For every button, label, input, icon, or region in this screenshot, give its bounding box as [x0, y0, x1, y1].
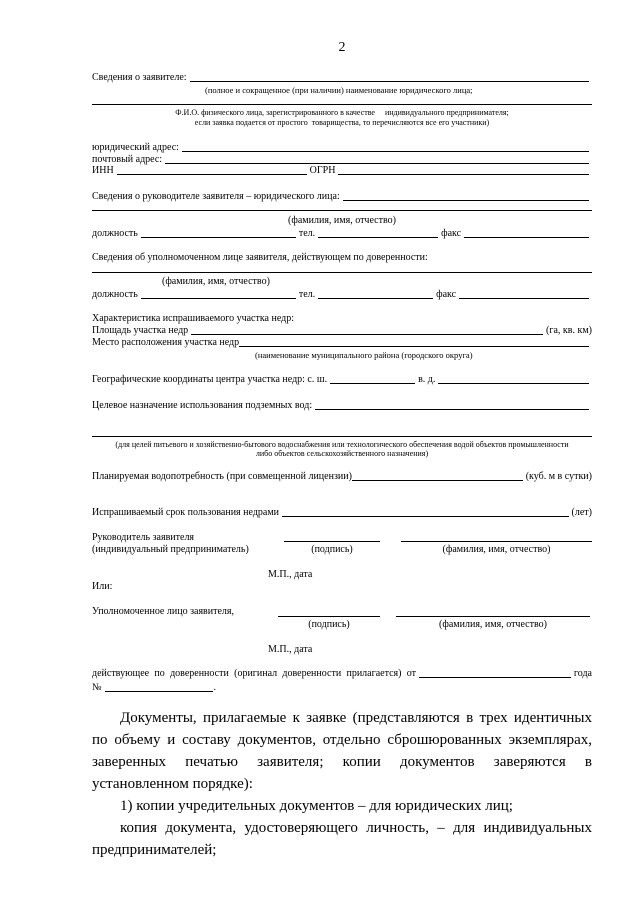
area-label: Площадь участка недр: [92, 325, 189, 336]
site-heading: Характеристика испрашиваемого участка недр:: [92, 313, 295, 324]
attachments-item-2-line: копия документа, удостоверяющего личность, – для индивидуальных: [120, 820, 592, 836]
inn-label: ИНН: [92, 165, 114, 176]
location-label: Место расположения участка недр: [92, 337, 240, 348]
term-row: [92, 507, 592, 519]
head-blank: [343, 191, 589, 201]
purpose-row: [92, 400, 592, 412]
proxy-position-blank: [141, 289, 296, 299]
proxy-fullname-line: [396, 616, 590, 617]
proxy-phone-blank: [318, 289, 433, 299]
power-of-attorney-number-end: .: [213, 682, 217, 693]
applicant-hint-3: если заявка подается от простого товарищества, то перечисляются все его участники): [194, 118, 490, 127]
purpose-blank: [315, 400, 589, 410]
head-contacts-row: [92, 228, 592, 240]
area-row: [92, 325, 592, 337]
location-row: [92, 337, 592, 349]
inn-ogrn-row: [92, 165, 592, 177]
head-blank-line: [92, 210, 592, 211]
purpose-hint-2: либо объектов сельскохозяйственного назначения): [255, 449, 429, 458]
power-of-attorney-row: [92, 668, 592, 680]
purpose-hint-1: (для целей питьевого и хозяйственно-бытового водоснабжения или технологического обеспечения водой объектов промышленности: [115, 440, 569, 449]
head-row: [92, 191, 592, 203]
proxy-contacts-row: [92, 289, 592, 301]
head-name-hint: (фамилия, имя, отчество): [288, 215, 396, 226]
head-fax-label: факс: [441, 228, 462, 239]
area-blank: [191, 325, 543, 335]
longitude-blank: [438, 374, 589, 384]
head-stamp-date: М.П., дата: [268, 569, 313, 580]
proxy-phone-label: тел.: [298, 289, 316, 300]
attachments-intro-line: по объему и составу документов, отдельно сброшюрованных экземплярах,: [92, 732, 592, 748]
applicant-hint-1: (полное и сокращенное (при наличии) наименование юридического лица;: [205, 85, 473, 95]
power-of-attorney-date-blank: [419, 668, 571, 678]
applicant-hint-2: Ф.И.О. физического лица, зарегистрированного в качестве индивидуального предпринимателя;: [175, 108, 509, 117]
head-signature-title: Руководитель заявителя: [92, 532, 195, 543]
head-position-label: должность: [92, 228, 138, 239]
proxy-fax-label: факс: [436, 289, 457, 300]
power-of-attorney-year-label: года: [573, 668, 592, 679]
term-label: Испрашиваемый срок пользования недрами: [92, 507, 280, 518]
term-unit: (лет): [571, 507, 592, 518]
or-label: Или:: [92, 581, 113, 592]
proxy-row: [92, 252, 592, 264]
proxy-signature-title: Уполномоченное лицо заявителя,: [92, 606, 235, 617]
page-number: 2: [338, 40, 346, 55]
power-of-attorney-number-row: [92, 682, 592, 694]
proxy-blank-line: [92, 272, 592, 273]
proxy-signature-hint: (подпись): [308, 619, 350, 630]
water-need-label: Планируемая водопотребность (при совмещенной лицензии): [92, 471, 352, 482]
postal-address-blank: [165, 154, 589, 164]
location-blank: [239, 337, 589, 347]
attachments-intro-line: заверенных печатью заявителя; копии документов заверяются в: [92, 754, 592, 770]
coordinates-label: Географические координаты центра участка недр: с. ш.: [92, 374, 328, 385]
head-position-blank: [141, 228, 296, 238]
proxy-signature-line: [278, 616, 380, 617]
latitude-blank: [330, 374, 415, 384]
power-of-attorney-text: действующее по доверенности (оригинал доверенности прилагается) от: [92, 668, 416, 679]
inn-blank: [117, 165, 307, 175]
proxy-name-hint: (фамилия, имя, отчество): [162, 276, 270, 287]
attachments-section: [92, 707, 592, 861]
applicant-row: [92, 72, 592, 84]
power-of-attorney-number-label: №: [92, 682, 102, 693]
water-need-row: [92, 471, 592, 483]
head-signature-hint: (подпись): [311, 544, 353, 555]
ogrn-blank: [338, 165, 589, 175]
attachments-intro-line: установленном порядке):: [92, 776, 253, 792]
head-fullname-hint: (фамилия, имя, отчество): [442, 544, 551, 555]
proxy-position-label: должность: [92, 289, 138, 300]
purpose-label: Целевое назначение использования подземных вод:: [92, 400, 313, 411]
applicant-label: Сведения о заявителе:: [92, 72, 187, 83]
location-hint: (наименование муниципального района (городского округа): [255, 350, 473, 360]
attachments-intro-line: Документы, прилагаемые к заявке (представляются в трех идентичных: [120, 710, 592, 726]
ogrn-label: ОГРН: [309, 165, 336, 176]
coordinates-row: [92, 374, 592, 386]
purpose-blank-line: [92, 436, 592, 437]
area-unit: (га, кв. км): [546, 325, 592, 336]
proxy-stamp-date: М.П., дата: [268, 644, 313, 655]
postal-address-label: почтовый адрес:: [92, 154, 163, 165]
proxy-fullname-hint: (фамилия, имя, отчество): [439, 619, 547, 630]
head-phone-blank: [318, 228, 438, 238]
legal-address-row: [92, 142, 592, 154]
applicant-blank-line: [92, 104, 592, 105]
head-fax-blank: [464, 228, 589, 238]
longitude-label: в. д.: [418, 374, 436, 385]
water-need-blank: [352, 471, 523, 481]
head-label: Сведения о руководителе заявителя – юридического лица:: [92, 191, 340, 202]
site-heading-row: [92, 313, 592, 325]
water-need-unit: (куб. м в сутки): [525, 471, 592, 482]
head-phone-label: тел.: [298, 228, 316, 239]
power-of-attorney-number-blank: [105, 682, 213, 692]
attachments-item-2-line: предпринимателей;: [92, 842, 217, 858]
applicant-name-blank: [190, 72, 589, 82]
proxy-fax-blank: [459, 289, 589, 299]
attachments-item-1: 1) копии учредительных документов – для юридических лиц;: [120, 798, 513, 814]
legal-address-label: юридический адрес:: [92, 142, 179, 153]
legal-address-blank: [182, 142, 589, 152]
head-signature-line: [284, 541, 380, 542]
proxy-label: Сведения об уполномоченном лице заявителя, действующем по доверенности:: [92, 252, 428, 263]
head-fullname-line: [401, 541, 592, 542]
term-blank: [282, 507, 569, 517]
head-signature-subtitle: (индивидуальный предприниматель): [92, 544, 249, 555]
